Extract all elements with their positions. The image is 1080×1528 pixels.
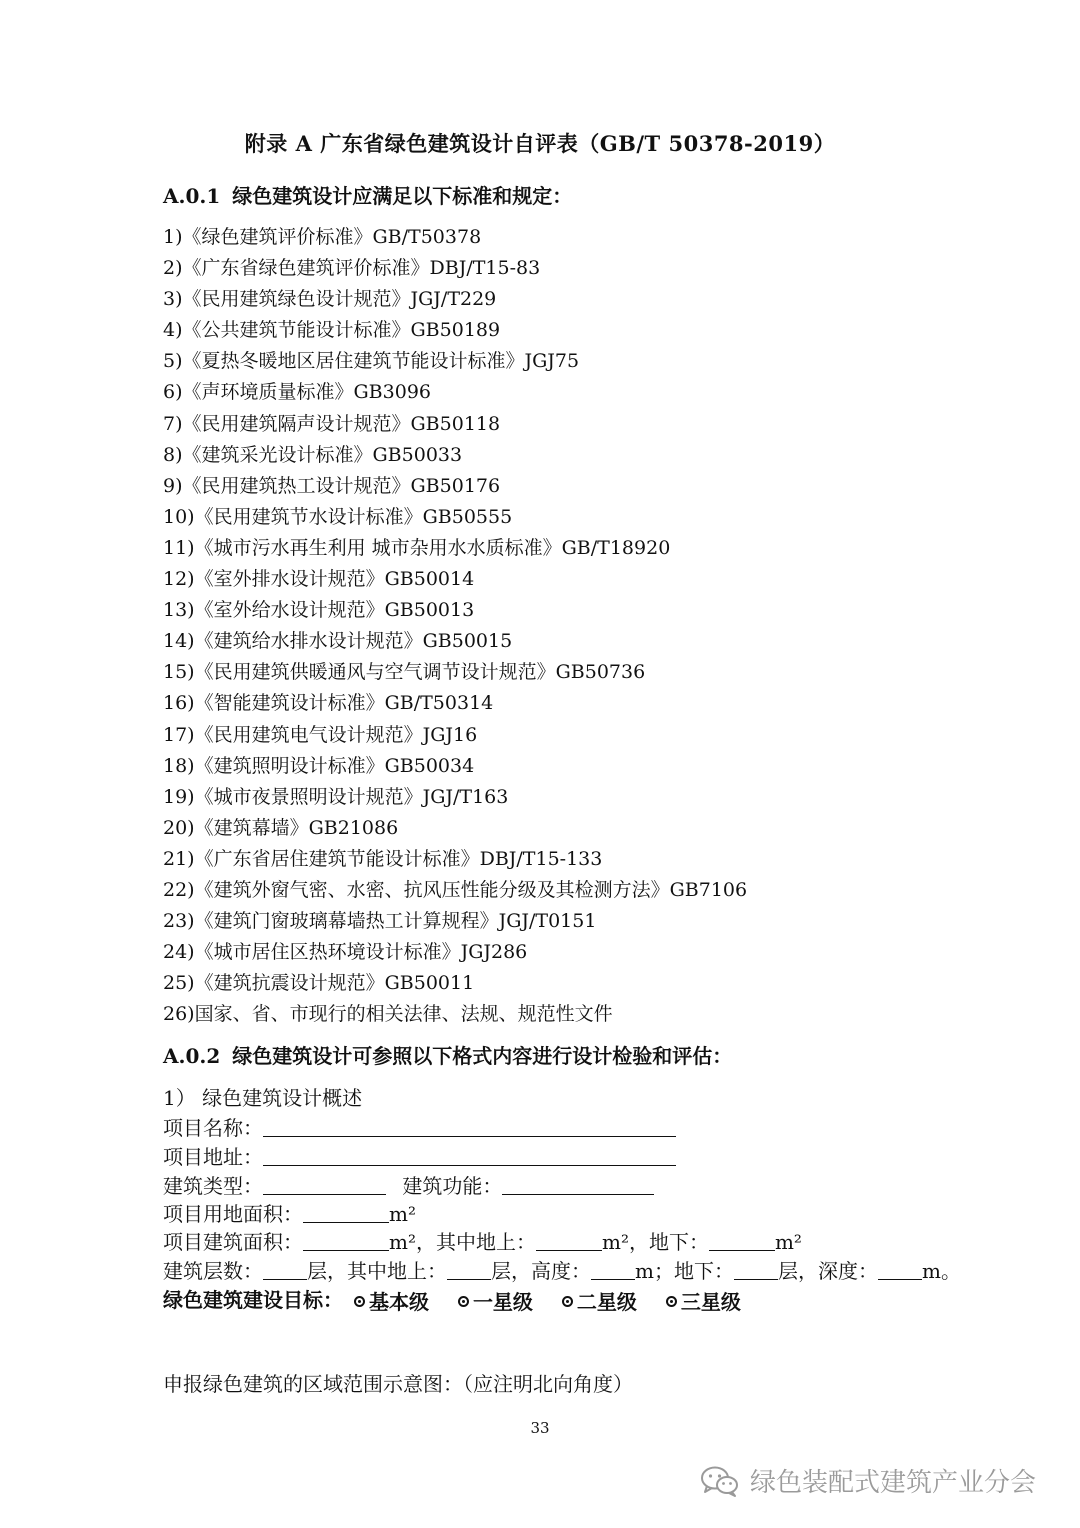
goal-option-label: 一星级	[472, 1289, 533, 1314]
standards-list	[163, 222, 747, 1030]
goal-option-one-star[interactable]	[458, 1288, 533, 1316]
wechat-icon	[700, 1465, 740, 1497]
floors-above-label: ，其中地上：	[327, 1259, 447, 1283]
above-ground-area-field[interactable]	[536, 1230, 602, 1251]
document-title: 附录 A 广东省绿色建筑设计自评表（GB/T 50378-2019）	[244, 131, 836, 156]
list-item: 26)国家、省、市现行的相关法律、法规、规范性文件	[163, 1003, 613, 1026]
section-a01-heading	[163, 180, 572, 209]
area-unit: m²	[601, 1230, 629, 1254]
list-item: 19)《城市夜景照明设计规范》JGJ/T163	[163, 785, 509, 808]
list-item: 5)《夏热冬暖地区居住建筑节能设计标准》JGJ75	[163, 350, 580, 373]
area-unit: m²	[389, 1230, 416, 1254]
depth-label: ，深度：	[797, 1259, 878, 1283]
list-item: 20)《建筑幕墙》GB21086	[163, 816, 399, 839]
area-unit: m²	[389, 1202, 416, 1226]
floor-unit: 层	[777, 1259, 798, 1283]
radio-icon	[458, 1296, 469, 1307]
overview-heading: 1） 绿色建筑设计概述	[163, 1086, 363, 1110]
watermark-text: 绿色装配式建筑产业分会	[750, 1468, 1037, 1498]
end-mark: 。	[940, 1259, 961, 1283]
list-item: 17)《民用建筑电气设计规范》JGJ16	[163, 723, 478, 746]
section-heading-text: 绿色建筑设计应满足以下标准和规定：	[232, 184, 573, 208]
height-field[interactable]	[591, 1259, 635, 1280]
list-item: 7)《民用建筑隔声设计规范》GB50118	[163, 412, 501, 435]
below-ground-label: ，地下：	[628, 1230, 709, 1254]
goal-label: 绿色建筑建设目标：	[163, 1288, 343, 1312]
floors-row	[163, 1257, 961, 1285]
goal-option-three-star[interactable]	[666, 1288, 741, 1316]
land-area-label: 项目用地面积：	[163, 1202, 303, 1226]
list-item: 21)《广东省居住建筑节能设计标准》DBJ/T15-133	[163, 847, 603, 870]
depth-field[interactable]	[878, 1259, 922, 1280]
page-number: 33	[530, 1419, 550, 1437]
list-item: 23)《建筑门窗玻璃幕墙热工计算规程》JGJ/T0151	[163, 910, 597, 933]
floors-label: 建筑层数：	[163, 1259, 263, 1283]
below-ground-area-field[interactable]	[709, 1230, 775, 1251]
project-address-row	[163, 1143, 676, 1171]
goal-row	[163, 1286, 763, 1314]
list-item: 9)《民用建筑热工设计规范》GB50176	[163, 474, 501, 497]
goal-option-label: 二星级	[576, 1289, 637, 1314]
list-item: 22)《建筑外窗气密、水密、抗风压性能分级及其检测方法》GB7106	[163, 878, 748, 901]
building-type-label: 建筑类型：	[163, 1174, 263, 1198]
floors-above-field[interactable]	[447, 1259, 491, 1280]
section-a02-heading	[163, 1040, 732, 1069]
list-item: 15)《民用建筑供暖通风与空气调节设计规范》GB50736	[163, 661, 646, 684]
project-address-field[interactable]	[263, 1145, 676, 1166]
building-type-field[interactable]	[263, 1174, 386, 1195]
goal-option-label: 三星级	[680, 1289, 741, 1314]
section-number: A.0.1	[163, 184, 221, 208]
building-area-field[interactable]	[303, 1230, 389, 1251]
above-ground-label: ，其中地上：	[415, 1230, 536, 1254]
diagram-prompt: 申报绿色建筑的区域范围示意图：（应注明北向角度）	[163, 1372, 633, 1396]
floors-below-field[interactable]	[734, 1259, 778, 1280]
goal-option-label: 基本级	[368, 1289, 429, 1314]
building-area-row	[163, 1228, 802, 1256]
length-unit: m	[635, 1259, 654, 1283]
building-area-label: 项目建筑面积：	[163, 1230, 303, 1254]
list-item: 10)《民用建筑节水设计标准》GB50555	[163, 505, 513, 528]
project-address-label: 项目地址：	[163, 1145, 263, 1169]
list-item: 12)《室外排水设计规范》GB50014	[163, 568, 475, 591]
section-number: A.0.2	[163, 1044, 221, 1068]
goal-option-basic[interactable]	[354, 1288, 429, 1316]
radio-icon	[354, 1296, 365, 1307]
building-type-row	[163, 1172, 654, 1200]
section-heading-text: 绿色建筑设计可参照以下格式内容进行设计检验和评估：	[232, 1044, 733, 1068]
list-item: 11)《城市污水再生利用 城市杂用水水质标准》GB/T18920	[163, 536, 671, 559]
list-item: 6)《声环境质量标准》GB3096	[163, 381, 431, 404]
watermark	[700, 1462, 1036, 1499]
list-item: 16)《智能建筑设计标准》GB/T50314	[163, 692, 494, 715]
list-item: 25)《建筑抗震设计规范》GB50011	[163, 972, 475, 995]
goal-option-two-star[interactable]	[562, 1288, 637, 1316]
height-label: ，高度：	[511, 1259, 591, 1283]
list-item: 4)《公共建筑节能设计标准》GB50189	[163, 319, 501, 342]
list-item: 24)《城市居住区热环境设计标准》JGJ286	[163, 941, 528, 964]
floor-unit: 层	[491, 1259, 511, 1283]
list-item: 8)《建筑采光设计标准》GB50033	[163, 443, 463, 466]
project-name-label: 项目名称：	[163, 1116, 263, 1140]
radio-icon	[666, 1296, 677, 1307]
building-function-field[interactable]	[502, 1174, 654, 1195]
floor-unit: 层	[307, 1259, 327, 1283]
list-item: 18)《建筑照明设计标准》GB50034	[163, 754, 475, 777]
floors-below-label: ；地下：	[653, 1259, 734, 1283]
land-area-row	[163, 1200, 416, 1228]
area-unit: m²	[774, 1230, 802, 1254]
building-function-label: 建筑功能：	[402, 1174, 503, 1198]
list-item: 14)《建筑给水排水设计规范》GB50015	[163, 630, 513, 653]
list-item: 3)《民用建筑绿色设计规范》JGJ/T229	[163, 288, 497, 311]
project-name-row	[163, 1114, 676, 1142]
radio-icon	[562, 1296, 573, 1307]
list-item: 13)《室外给水设计规范》GB50013	[163, 599, 475, 622]
project-name-field[interactable]	[263, 1116, 676, 1137]
floors-field[interactable]	[263, 1259, 307, 1280]
length-unit: m	[921, 1259, 941, 1283]
list-item: 2)《广东省绿色建筑评价标准》DBJ/T15-83	[163, 257, 541, 280]
list-item: 1)《绿色建筑评价标准》GB/T50378	[163, 226, 482, 248]
land-area-field[interactable]	[303, 1202, 389, 1223]
